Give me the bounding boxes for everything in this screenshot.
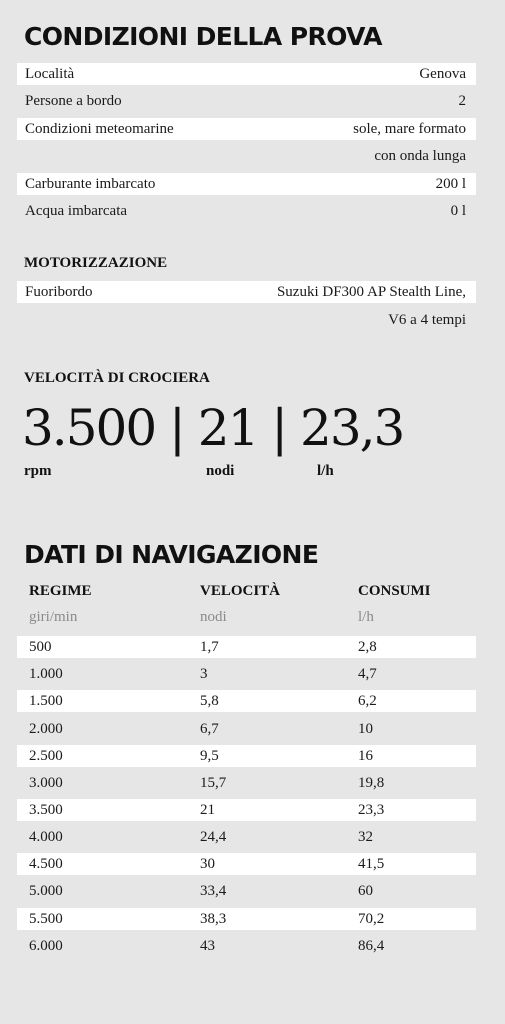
cell-regime: 4.000 [29,829,63,845]
cell-regime: 1.500 [29,693,63,709]
cell-regime: 3.500 [29,802,63,818]
condition-row [17,63,476,85]
cell-velocita: 30 [200,856,215,872]
cell-consumi: 41,5 [358,856,385,872]
unit-giri: giri/min [29,609,78,625]
cruise-unit-consumption: l/h [317,463,334,479]
condition-label: Persone a bordo [25,93,122,109]
cell-consumi: 70,2 [358,911,385,927]
condition-value: 0 l [450,203,466,219]
cell-regime: 1.000 [29,666,63,682]
condition-value: Genova [419,66,466,82]
engine-value: Suzuki DF300 AP Stealth Line, [276,284,466,300]
cell-velocita: 43 [200,938,215,954]
cruise-title: VELOCITÀ DI CROCIERA [24,370,210,386]
table-row [17,799,476,821]
cell-consumi: 19,8 [358,775,385,791]
cell-consumi: 2,8 [358,639,377,655]
cell-consumi: 16 [358,748,373,764]
cell-regime: 4.500 [29,856,63,872]
table-row [17,908,476,930]
conditions-title: CONDIZIONI DELLA PROVA [24,22,382,51]
table-row [17,772,476,794]
cell-consumi: 23,3 [358,802,385,818]
cell-regime: 2.500 [29,748,63,764]
cell-velocita: 6,7 [200,721,219,737]
header-regime: REGIME [29,583,92,599]
condition-value: 2 [458,93,466,109]
condition-label: Carburante imbarcato [25,176,156,192]
cell-regime: 3.000 [29,775,63,791]
cell-consumi: 6,2 [358,693,377,709]
table-row [17,718,476,740]
cruise-unit-rpm: rpm [24,463,52,479]
table-row [17,663,476,685]
cell-velocita: 38,3 [200,911,227,927]
engine-row [17,281,476,303]
condition-value: 200 l [435,176,466,192]
unit-lh: l/h [358,609,374,625]
condition-row [17,173,476,195]
table-row [17,826,476,848]
cell-regime: 6.000 [29,938,63,954]
engine-value: V6 a 4 tempi [388,312,466,328]
cell-consumi: 32 [358,829,373,845]
condition-row [17,90,476,112]
cell-velocita: 9,5 [200,748,219,764]
cell-consumi: 4,7 [358,666,377,682]
cell-consumi: 86,4 [358,938,385,954]
engine-row [17,309,476,331]
condition-label: Località [25,66,75,82]
cell-consumi: 10 [358,721,373,737]
cell-velocita: 24,4 [200,829,227,845]
cell-velocita: 33,4 [200,883,227,899]
condition-row [17,200,476,222]
header-consumi: CONSUMI [358,583,431,599]
engine-label: Fuoribordo [25,284,93,300]
cell-consumi: 60 [358,883,373,899]
table-row [17,853,476,875]
condition-label: Condizioni meteomarine [25,121,174,137]
cell-velocita: 3 [200,666,208,682]
table-row [17,880,476,902]
navigation-title: DATI DI NAVIGAZIONE [24,540,319,569]
cell-velocita: 15,7 [200,775,227,791]
condition-row [17,145,476,167]
table-row [17,745,476,767]
cell-regime: 5.000 [29,883,63,899]
table-row [17,690,476,712]
condition-row [17,118,476,140]
cruise-unit-knots: nodi [206,463,235,479]
cruise-values: 3.500 | 21 | 23,3 [22,399,404,457]
cell-regime: 500 [29,639,52,655]
cell-regime: 5.500 [29,911,63,927]
cell-velocita: 21 [200,802,215,818]
cell-regime: 2.000 [29,721,63,737]
engine-title: MOTORIZZAZIONE [24,255,168,271]
cell-velocita: 1,7 [200,639,219,655]
condition-label: Acqua imbarcata [25,203,128,219]
table-row [17,636,476,658]
unit-nodi: nodi [200,609,227,625]
table-row [17,935,476,957]
header-velocita: VELOCITÀ [200,583,281,599]
condition-value: sole, mare formato [353,121,466,137]
cell-velocita: 5,8 [200,693,219,709]
condition-value: con onda lunga [374,148,466,164]
